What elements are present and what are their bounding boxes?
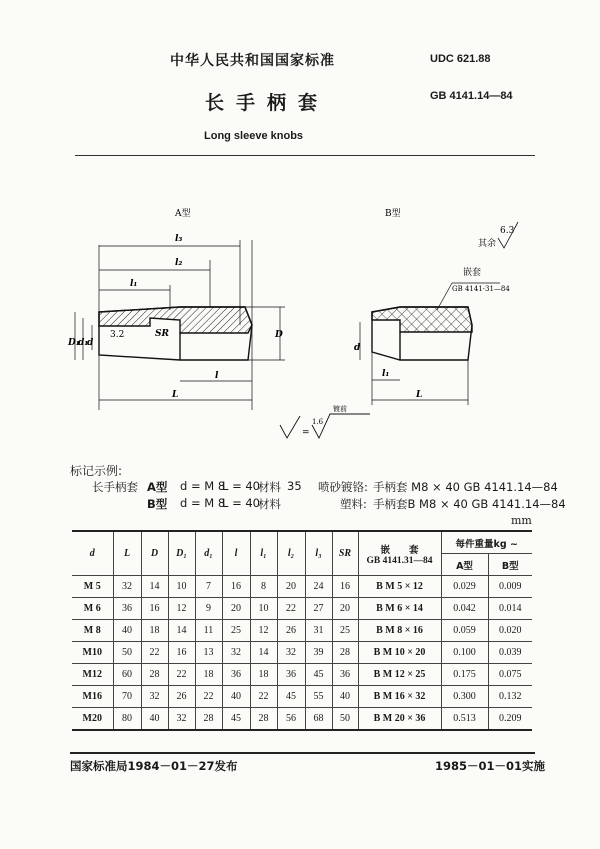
marking-material-value: 35 <box>287 479 302 493</box>
table-cell: 18 <box>250 664 277 686</box>
marking-treatment: 塑料: <box>340 497 367 511</box>
col-header: l₃ <box>305 531 332 576</box>
table-cell: 7 <box>195 576 222 598</box>
dim-D: D <box>275 330 283 340</box>
marking-title: 标记示例: <box>70 464 123 478</box>
marking-treatment: 喷砂镀铬: <box>318 480 368 494</box>
table-header-row <box>72 531 532 554</box>
table-cell: 36 <box>332 664 358 686</box>
table-cell: 60 <box>113 664 141 686</box>
weight-a-header: A型 <box>441 554 488 576</box>
dimension-table <box>72 530 532 731</box>
weight-b-header: B型 <box>488 554 532 576</box>
rest-label: 其余 <box>478 239 497 249</box>
col-header: L <box>113 531 141 576</box>
table-cell: 20 <box>222 598 250 620</box>
page-title: 长手柄套 <box>205 92 330 114</box>
table-cell: 8 <box>250 576 277 598</box>
marking-type: B型 <box>147 497 168 511</box>
table-cell: 0.042 <box>441 598 488 620</box>
insert-std: GB 4141·31—84 <box>452 285 510 293</box>
table-cell: 20 <box>277 576 305 598</box>
dim-l3: l₃ <box>175 234 183 244</box>
table-cell: 0.020 <box>488 620 532 642</box>
table-row <box>72 576 532 598</box>
col-header: D <box>141 531 168 576</box>
udc-code: UDC 621.88 <box>430 53 491 65</box>
table-cell: 39 <box>305 642 332 664</box>
table-cell: 0.059 <box>441 620 488 642</box>
table-cell: 16 <box>222 576 250 598</box>
table-cell: M20 <box>72 708 113 731</box>
table-cell: 0.513 <box>441 708 488 731</box>
standard-number: GB 4141.14—84 <box>430 90 513 102</box>
marking-name: 长手柄套 <box>92 480 138 494</box>
table-cell: 12 <box>250 620 277 642</box>
table-cell: 22 <box>168 664 195 686</box>
dim-b-L: L <box>416 390 423 400</box>
table-cell: B M 6 × 14 <box>358 598 441 620</box>
table-cell: 45 <box>305 664 332 686</box>
table-cell: 50 <box>332 708 358 731</box>
table-cell: 22 <box>277 598 305 620</box>
dim-d: d <box>87 338 94 348</box>
table-cell: 9 <box>195 598 222 620</box>
table-cell: 10 <box>250 598 277 620</box>
table-cell: 16 <box>168 642 195 664</box>
rest-roughness: 6.3 <box>500 226 515 236</box>
table-cell: 28 <box>195 708 222 731</box>
col-header: D₁ <box>168 531 195 576</box>
table-cell: 25 <box>332 620 358 642</box>
type-b-label: B型 <box>385 209 401 219</box>
table-cell: 0.014 <box>488 598 532 620</box>
table-cell: 14 <box>250 642 277 664</box>
dim-l1: l₁ <box>130 279 138 289</box>
type-b-dimensions <box>360 283 500 405</box>
table-cell: 45 <box>222 708 250 731</box>
table-cell: 40 <box>332 686 358 708</box>
table-cell: 32 <box>277 642 305 664</box>
table-cell: 0.039 <box>488 642 532 664</box>
table-cell: 10 <box>168 576 195 598</box>
table-cell: 28 <box>332 642 358 664</box>
table-cell: M 5 <box>72 576 113 598</box>
table-cell: 28 <box>250 708 277 731</box>
marking-L: L = 40 <box>222 479 260 493</box>
roughness-a: 3.2 <box>110 330 125 340</box>
table-row <box>72 664 532 686</box>
issue-date: 国家标准局1984－01－27发布 <box>70 759 238 773</box>
roughness-equals: = <box>302 428 310 438</box>
table-cell: 0.132 <box>488 686 532 708</box>
table-cell: M12 <box>72 664 113 686</box>
marking-type: A型 <box>147 480 168 494</box>
table-cell: 25 <box>222 620 250 642</box>
table-cell: 32 <box>168 708 195 731</box>
table-cell: 40 <box>222 686 250 708</box>
table-row <box>72 708 532 731</box>
table-cell: M16 <box>72 686 113 708</box>
type-b-part <box>372 307 472 360</box>
note-roughness: 1.6 <box>312 418 324 426</box>
table-cell: 28 <box>141 664 168 686</box>
col-header: SR <box>332 531 358 576</box>
roughness-symbol-icon <box>280 416 300 438</box>
type-a-label: A型 <box>175 209 191 219</box>
weight-header: 每件重量kg ~ <box>441 531 532 554</box>
dim-l2: l₂ <box>175 258 183 268</box>
table-row <box>72 686 532 708</box>
table-row <box>72 620 532 642</box>
sr-label: SR <box>155 329 169 339</box>
table-cell: 16 <box>332 576 358 598</box>
table-cell: 36 <box>277 664 305 686</box>
table-cell: M10 <box>72 642 113 664</box>
col-header: l₁ <box>250 531 277 576</box>
table-cell: 0.029 <box>441 576 488 598</box>
table-cell: 14 <box>168 620 195 642</box>
dim-b-d: d <box>354 343 361 353</box>
table-cell: 32 <box>222 642 250 664</box>
marking-d: d = M 8 <box>180 479 226 493</box>
table-cell: 40 <box>113 620 141 642</box>
insert-header <box>358 531 441 576</box>
table-cell: 0.009 <box>488 576 532 598</box>
table-cell: B M 12 × 25 <box>358 664 441 686</box>
table-cell: 27 <box>305 598 332 620</box>
table-cell: 14 <box>141 576 168 598</box>
table-cell: 24 <box>305 576 332 598</box>
marking-designation: 手柄套B M8 × 40 GB 4141.14—84 <box>373 497 566 511</box>
table-cell: 55 <box>305 686 332 708</box>
dim-b-l1: l₁ <box>382 369 390 379</box>
table-cell: 26 <box>277 620 305 642</box>
unit-label: mm <box>511 514 532 527</box>
standard-header: 中华人民共和国国家标准 <box>170 53 335 69</box>
insert-header-label: 嵌 套 <box>380 544 419 556</box>
table-cell: 0.300 <box>441 686 488 708</box>
table-cell: M 6 <box>72 598 113 620</box>
table-row <box>72 642 532 664</box>
table-cell: B M 20 × 36 <box>358 708 441 731</box>
table-cell: 36 <box>222 664 250 686</box>
table-cell: M 8 <box>72 620 113 642</box>
table-cell: 22 <box>195 686 222 708</box>
marking-designation: 手柄套 M8 × 40 GB 4141.14—84 <box>373 480 558 494</box>
col-header: l <box>222 531 250 576</box>
table-cell: 70 <box>113 686 141 708</box>
table-cell: 0.075 <box>488 664 532 686</box>
table-cell: 13 <box>195 642 222 664</box>
table-cell: 40 <box>141 708 168 731</box>
table-cell: B M 5 × 12 <box>358 576 441 598</box>
table-cell: 80 <box>113 708 141 731</box>
table-cell: B M 16 × 32 <box>358 686 441 708</box>
col-header: l₂ <box>277 531 305 576</box>
marking-material: 材料 <box>258 497 281 511</box>
table-cell: 32 <box>113 576 141 598</box>
header-rule <box>75 155 535 156</box>
table-cell: 26 <box>168 686 195 708</box>
dim-d1: d₁ <box>78 338 89 348</box>
table-cell: B M 10 × 20 <box>358 642 441 664</box>
table-cell: 31 <box>305 620 332 642</box>
table-cell: 12 <box>168 598 195 620</box>
table-cell: 56 <box>277 708 305 731</box>
dim-D1: D₁ <box>68 338 80 348</box>
table-cell: 20 <box>332 598 358 620</box>
table-cell: 36 <box>113 598 141 620</box>
english-title: Long sleeve knobs <box>204 130 304 142</box>
table-cell: 11 <box>195 620 222 642</box>
marking-d: d = M 8 <box>180 496 226 510</box>
table-cell: 0.100 <box>441 642 488 664</box>
insert-header-std: GB 4141.31—84 <box>366 555 433 566</box>
effective-date: 1985－01－01实施 <box>435 759 546 773</box>
col-header: d₁ <box>195 531 222 576</box>
table-cell: 22 <box>141 642 168 664</box>
col-header: d <box>72 531 113 576</box>
table-cell: 45 <box>277 686 305 708</box>
note-text: 镀前 <box>333 405 347 413</box>
table-cell: 50 <box>113 642 141 664</box>
marking-material: 材料 <box>258 480 281 494</box>
table-cell: 22 <box>250 686 277 708</box>
dim-L: L <box>172 390 179 400</box>
table-row <box>72 598 532 620</box>
table-cell: 18 <box>141 620 168 642</box>
footer-rule <box>70 752 535 754</box>
table-cell: 0.209 <box>488 708 532 731</box>
table-cell: 0.175 <box>441 664 488 686</box>
table-cell: 16 <box>141 598 168 620</box>
table-cell: 18 <box>195 664 222 686</box>
table-cell: B M 8 × 16 <box>358 620 441 642</box>
table-cell: 32 <box>141 686 168 708</box>
insert-label: 嵌套 <box>463 268 482 278</box>
marking-L: L = 40 <box>222 496 260 510</box>
dim-l: l <box>215 371 219 381</box>
table-cell: 68 <box>305 708 332 731</box>
technical-drawing <box>68 200 520 450</box>
